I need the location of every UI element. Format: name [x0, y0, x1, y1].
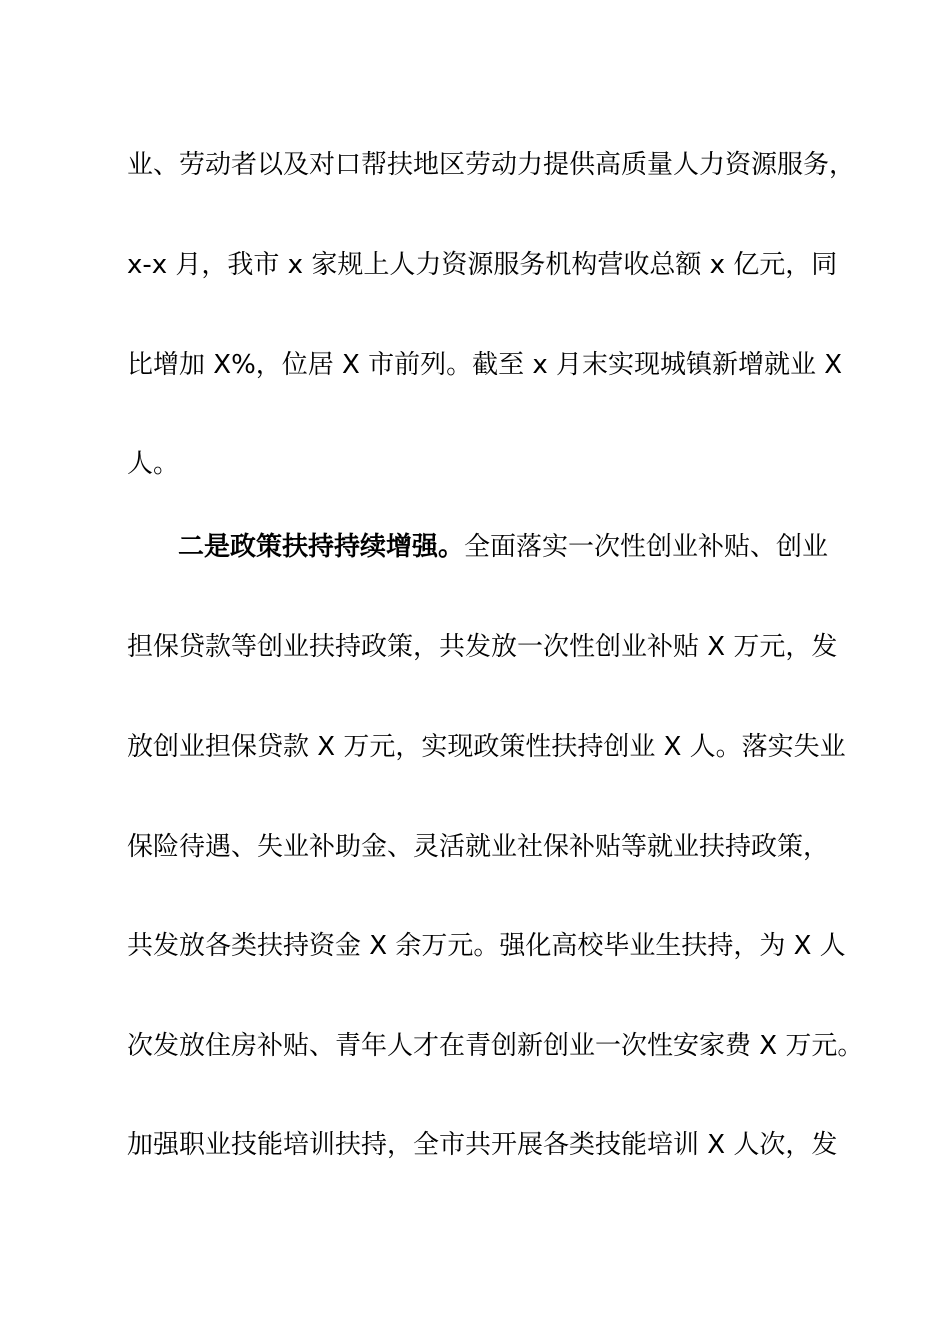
- paragraph-2-line-6: 次发放住房补贴、青年人才在青创新创业一次性安家费 X 万元。: [127, 1031, 864, 1061]
- paragraph-2-line-1-text: 全面落实一次性创业补贴、创业: [464, 532, 829, 562]
- paragraph-2-heading: 二是政策扶持持续增强。: [178, 532, 465, 562]
- paragraph-2-line-3: 放创业担保贷款 X 万元，实现政策性扶持创业 X 人。落实失业: [127, 732, 846, 762]
- paragraph-2-line-5: 共发放各类扶持资金 X 余万元。强化高校毕业生扶持，为 X 人: [127, 931, 846, 961]
- paragraph-2-line-4: 保险待遇、失业补助金、灵活就业社保补贴等就业扶持政策，: [127, 832, 830, 862]
- paragraph-1-line-1: 业、劳动者以及对口帮扶地区劳动力提供高质量人力资源服务，: [127, 150, 856, 180]
- paragraph-2-line-7: 加强职业技能培训扶持，全市共开展各类技能培训 X 人次，发: [127, 1130, 838, 1160]
- paragraph-1-line-4: 人。: [127, 449, 180, 479]
- paragraph-2-line-1: [178, 530, 827, 564]
- paragraph-1-line-2: x-x 月，我市 x 家规上人力资源服务机构营收总额 x 亿元，同: [127, 250, 838, 280]
- paragraph-2-line-2: 担保贷款等创业扶持政策，共发放一次性创业补贴 X 万元，发: [127, 632, 838, 662]
- paragraph-1-line-3: 比增加 X%，位居 X 市前列。截至 x 月末实现城镇新增就业 X: [127, 350, 843, 380]
